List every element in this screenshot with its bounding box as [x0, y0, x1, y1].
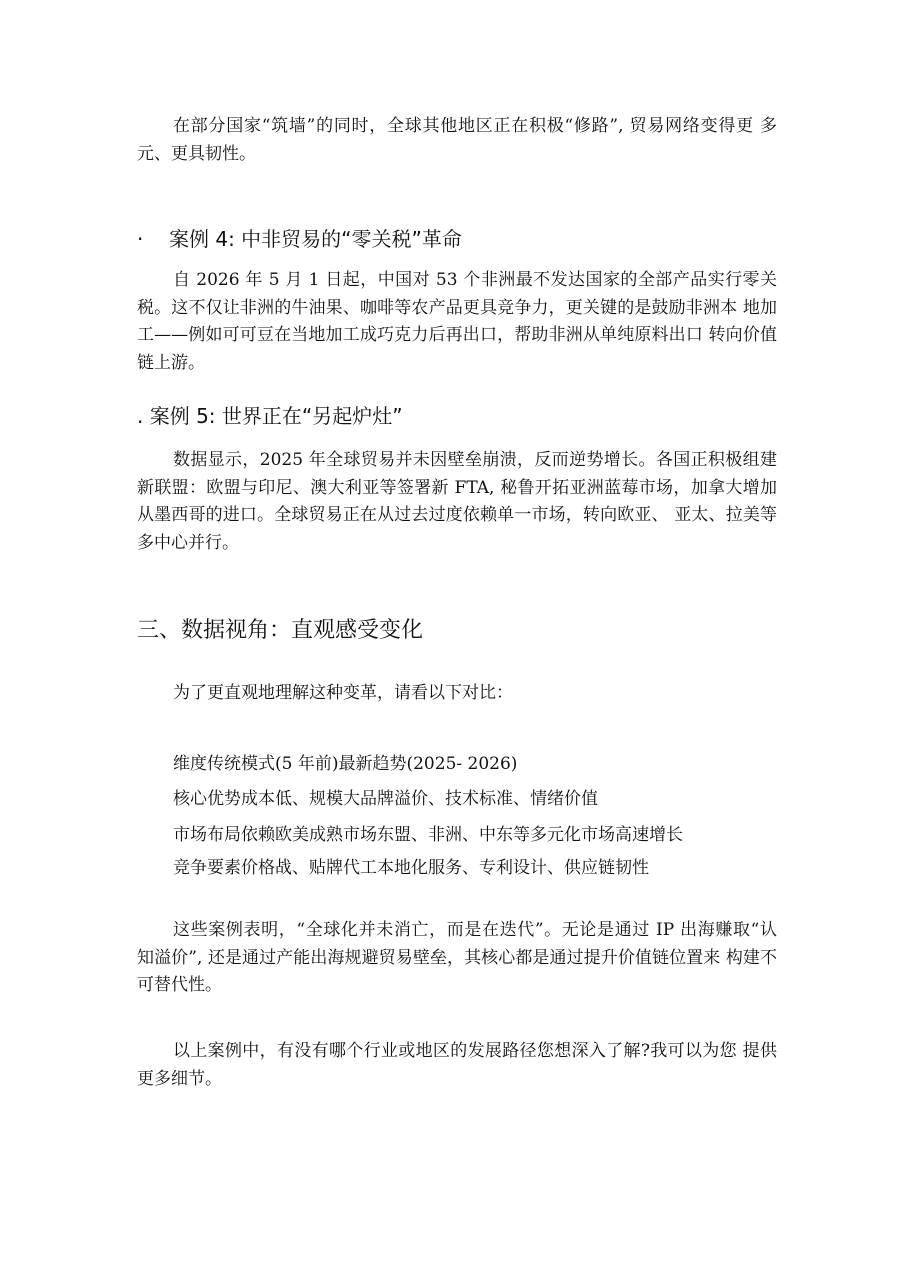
table-line-header: 维度传统模式(5 年前)最新趋势(2025- 2026) — [173, 754, 518, 774]
conclusion-paragraph: 这些案例表明，“全球化并未消亡，而是在迭代”。无论是通过 IP 出海赚取“认 知溢价”, 还是通过产能出海规避贸易壁垒，其核心都是通过提升价值链位置来 构建不可替代性。 — [137, 920, 777, 995]
section3-intro-paragraph: 为了更直观地理解这种变革，请看以下对比： — [173, 683, 513, 703]
case5-paragraph: 数据显示，2025 年全球贸易并未因壁垒崩溃，反而逆势增长。各国正积极组建新联盟：欧盟与印尼、澳大利亚等签署新 FTA, 秘鲁开拓亚洲蓝莓市场，加拿大增加从墨西哥的进口。全球贸易正在从过去过度依赖单一市场，转向欧亚、 亚太、拉美等多中心并行。 — [137, 450, 777, 553]
table-line: 核心优势成本低、规模大品牌溢价、技术标准、情绪价值 — [173, 789, 598, 809]
case4-heading — [137, 223, 462, 252]
case4-heading-text: 案例 4: 中非贸易的“零关税”革命 — [169, 227, 462, 251]
bullet-icon: · — [137, 227, 144, 251]
section3-heading: 三、数据视角：直观感受变化 — [137, 618, 424, 643]
case5-heading: . 案例 5: 世界正在“另起炉灶” — [137, 404, 403, 428]
table-line: 市场布局依赖欧美成熟市场东盟、非洲、中东等多元化市场高速增长 — [173, 825, 683, 845]
intro-paragraph: 在部分国家“筑墙”的同时，全球其他地区正在积极“修路”, 贸易网络变得更 多元、更具韧性。 — [137, 116, 777, 164]
case4-paragraph: 自 2026 年 5 月 1 日起，中国对 53 个非洲最不发达国家的全部产品实行零关 税。这不仅让非洲的牛油果、咖啡等农产品更具竞争力，更关键的是鼓励非洲本 地加工——例如可可豆在当地加工成巧克力后再出口，帮助非洲从单纯原料出口 转向价值链上游。 — [137, 270, 777, 373]
closing-paragraph: 以上案例中，有没有哪个行业或地区的发展路径您想深入了解?我可以为您 提供更多细节。 — [137, 1041, 777, 1089]
table-line: 竞争要素价格战、贴牌代工本地化服务、专利设计、供应链韧性 — [173, 858, 649, 878]
